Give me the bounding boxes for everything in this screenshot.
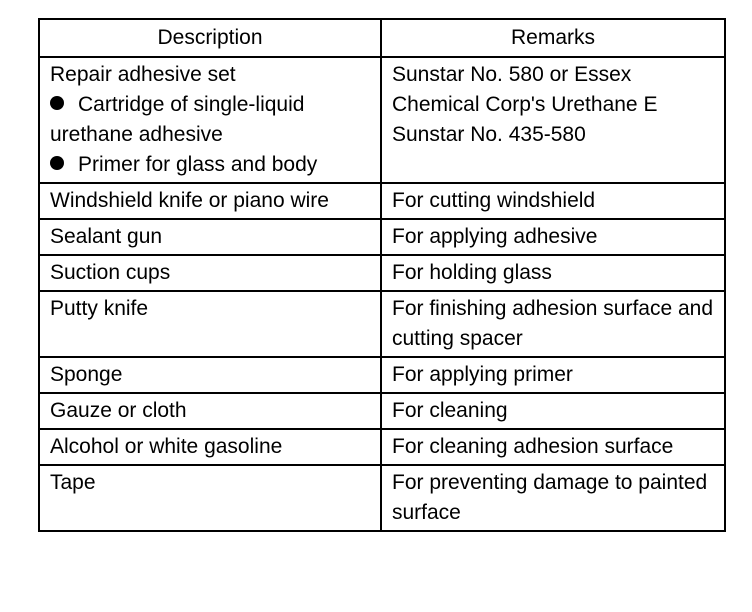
- remarks-cell: For cleaning adhesion surface: [381, 429, 725, 465]
- table-row: [39, 255, 725, 291]
- table-row: [39, 465, 725, 531]
- description-cell: Tape: [39, 465, 381, 531]
- bullet-text: Cartridge of single-liquid: [78, 93, 305, 116]
- table-row: [39, 183, 725, 219]
- remarks-cell: For holding glass: [381, 255, 725, 291]
- table-row: [39, 357, 725, 393]
- remarks-cell: For applying adhesive: [381, 219, 725, 255]
- remarks-cell: For cutting windshield: [381, 183, 725, 219]
- table-row: [39, 57, 725, 183]
- table-row: [39, 291, 725, 357]
- description-cell: Gauze or cloth: [39, 393, 381, 429]
- header-remarks: Remarks: [381, 19, 725, 57]
- bullet-item: [50, 150, 370, 180]
- description-cell: Sponge: [39, 357, 381, 393]
- remarks-text: Sunstar No. 435-580: [392, 123, 586, 146]
- remarks-text: Sunstar No. 580 or Essex: [392, 63, 632, 86]
- table-header-row: [39, 19, 725, 57]
- description-cell: Windshield knife or piano wire: [39, 183, 381, 219]
- remarks-text: Chemical Corp's Urethane E: [392, 93, 658, 116]
- bullet-icon: [50, 156, 64, 170]
- description-cell: Putty knife: [39, 291, 381, 357]
- description-cell: Suction cups: [39, 255, 381, 291]
- remarks-cell: For finishing adhesion surface and cutting spacer: [381, 291, 725, 357]
- remarks-cell: For preventing damage to painted surface: [381, 465, 725, 531]
- bullet-text-continued: urethane adhesive: [50, 123, 223, 146]
- remarks-cell: For applying primer: [381, 357, 725, 393]
- table-row: [39, 429, 725, 465]
- description-text: Repair adhesive set: [50, 63, 236, 86]
- remarks-cell: For cleaning: [381, 393, 725, 429]
- bullet-text: Primer for glass and body: [78, 153, 318, 176]
- tools-table: [38, 18, 726, 532]
- bullet-item: [50, 90, 370, 120]
- description-cell: Sealant gun: [39, 219, 381, 255]
- remarks-cell: [381, 57, 725, 183]
- table-row: [39, 219, 725, 255]
- description-cell: Alcohol or white gasoline: [39, 429, 381, 465]
- description-cell: [39, 57, 381, 183]
- table-row: [39, 393, 725, 429]
- header-description: Description: [39, 19, 381, 57]
- bullet-icon: [50, 96, 64, 110]
- tools-table-container: [38, 18, 724, 532]
